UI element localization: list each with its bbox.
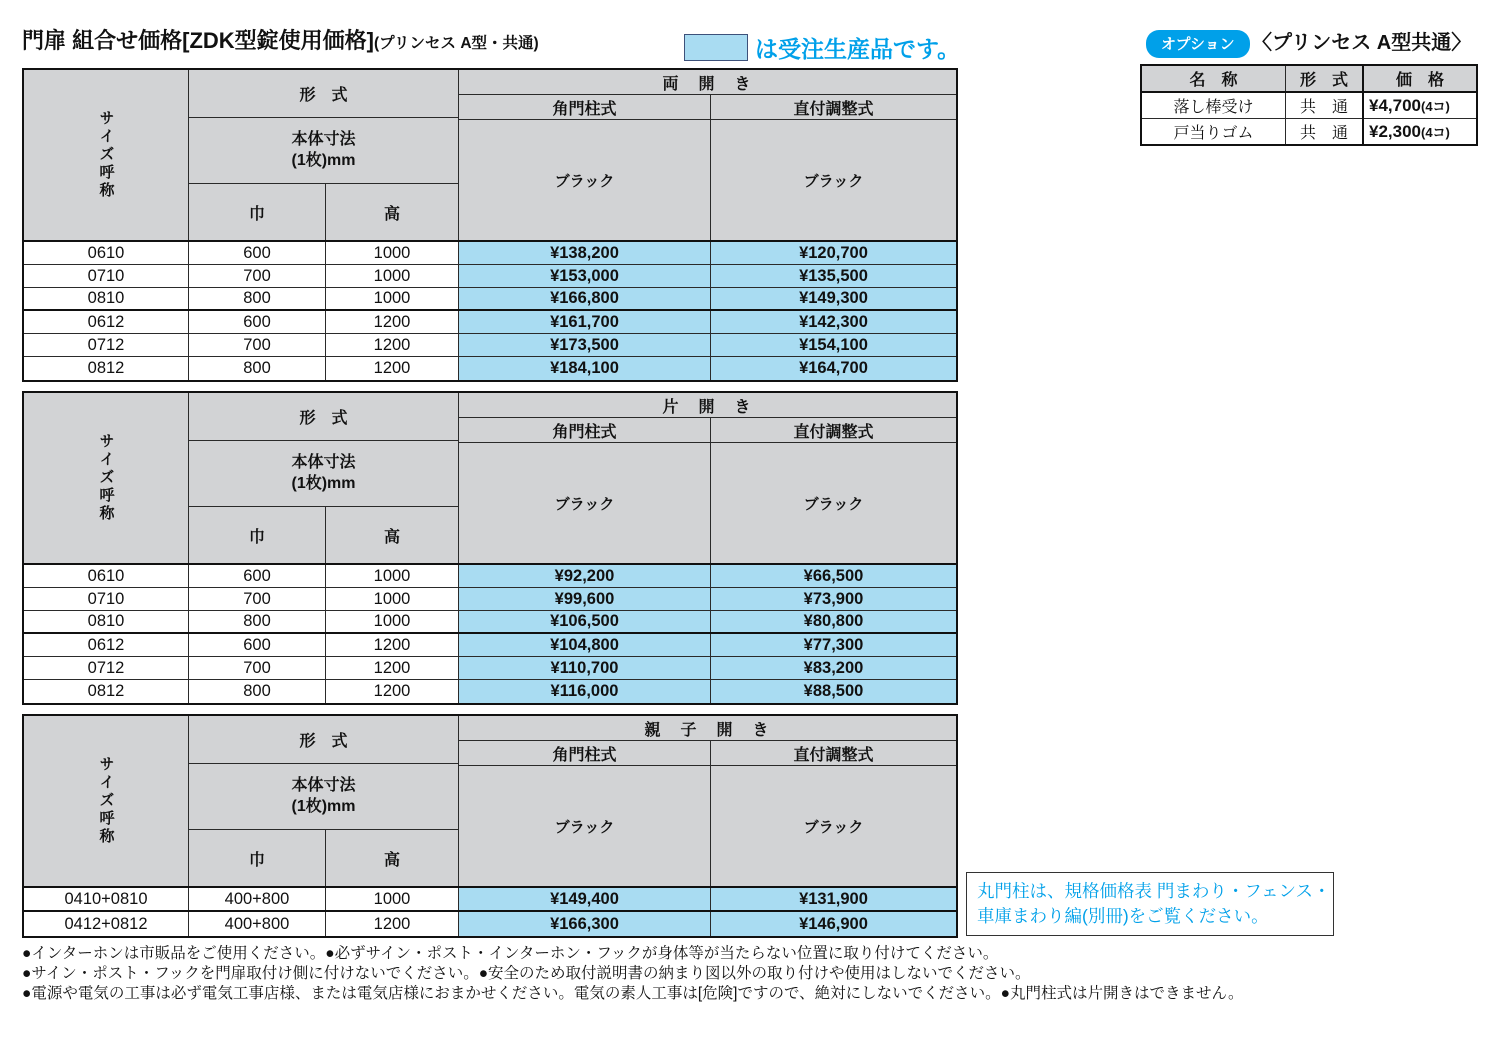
size-cell: 0710 [24,588,189,610]
size-name-label: サイズ呼称 [97,110,115,200]
footnotes [22,944,1243,1004]
option-item-price [1363,119,1477,146]
width-cell: 400+800 [189,912,326,936]
price-direct-mount-cell: ¥149,300 [711,288,956,309]
round-post-note-line: 車庫まわり編(別冊)をご覧ください。 [977,905,1269,926]
color-cell: ブラック [459,443,711,563]
table-body [24,888,956,936]
direct-mount-header: 直付調整式 [793,100,874,118]
body-dimension-header [189,764,458,830]
option-table [1140,64,1478,146]
price-direct-mount-cell: ¥88,500 [711,680,956,703]
price-direct-mount-cell: ¥73,900 [711,588,956,610]
legend-color-swatch [684,34,748,61]
table-header [24,716,956,888]
post-type-header-row [459,418,956,443]
size-name-header-cell [24,716,189,886]
width-cell: 600 [189,311,326,333]
table-row [24,912,956,936]
option-item-type: 共 通 [1286,119,1364,146]
size-cell: 0612 [24,634,189,656]
opening-type-header: 親 子 開 き [459,716,956,741]
color-cell: ブラック [459,766,711,886]
height-cell: 1000 [326,888,459,910]
dimension-header-group [189,393,459,563]
option-row [1141,92,1477,119]
price-direct-mount-cell: ¥83,200 [711,657,956,679]
table-row [24,588,956,611]
body-dimension-label: 本体寸法 [291,453,356,471]
page-title-suffix: (プリンセス A型・共通) [373,35,539,52]
price-table-oyakobiraki [22,714,958,938]
post-type-header-row [459,741,956,766]
table-header [24,70,956,242]
option-price-unit: (4コ) [1421,98,1450,114]
price-corner-post-cell: ¥104,800 [459,634,711,656]
price-direct-mount-cell: ¥80,800 [711,611,956,632]
round-post-note-line: 丸門柱は、規格価格表 門まわり・フェンス・ [977,881,1331,901]
color-header-row [459,443,956,563]
table-row [24,565,956,588]
option-price-value: ¥4,700 [1369,95,1421,115]
price-direct-mount-cell: ¥120,700 [711,242,956,264]
table-row [24,288,956,311]
size-cell: 0810 [24,288,189,309]
width-cell: 600 [189,242,326,264]
price-corner-post-cell: ¥92,200 [459,565,711,587]
price-corner-post-cell: ¥184,100 [459,357,711,380]
option-table-header-row [1141,65,1477,92]
size-cell: 0712 [24,657,189,679]
height-cell: 1200 [326,912,459,936]
size-cell: 0410+0810 [24,888,189,910]
width-cell: 400+800 [189,888,326,910]
price-direct-mount-cell: ¥66,500 [711,565,956,587]
width-cell: 700 [189,657,326,679]
price-corner-post-cell: ¥110,700 [459,657,711,679]
price-corner-post-cell: ¥166,300 [459,912,711,936]
table-row [24,311,956,334]
width-height-header-row [189,830,458,886]
option-col-type: 形 式 [1286,65,1364,92]
price-direct-mount-cell: ¥77,300 [711,634,956,656]
width-cell: 800 [189,288,326,309]
width-cell: 700 [189,334,326,356]
width-cell: 800 [189,680,326,703]
round-post-note [966,872,1334,936]
height-cell: 1000 [326,611,459,632]
color-cell: ブラック [459,120,711,240]
height-header: 高 [383,205,400,223]
price-corner-post-cell: ¥173,500 [459,334,711,356]
table-body [24,565,956,703]
table-row [24,634,956,657]
size-cell: 0610 [24,565,189,587]
color-cell: ブラック [803,495,864,513]
footnote-line: ●電源や電気の工事は必ず電気工事店様、または電気店様におまかせください。電気の素人工事は[危険]ですので、絶対にしないでください。●丸門柱式は片開きはできません。 [22,985,1244,1002]
table-row [24,357,956,380]
color-cell: ブラック [803,818,864,836]
price-corner-post-cell: ¥106,500 [459,611,711,632]
size-name-header-cell [24,70,189,240]
body-dimension-label: 本体寸法 [291,130,356,148]
footnote-line: ●サイン・ポスト・フックを門扉取付け側に付けないでください。●安全のため取付説明書の納まり図以外の取り付けや使用はしないでください。 [22,965,1031,982]
width-cell: 600 [189,634,326,656]
table-row [24,611,956,634]
option-item-type: 共 通 [1286,92,1364,119]
price-direct-mount-cell: ¥154,100 [711,334,956,356]
page-title [22,24,539,55]
size-cell: 0412+0812 [24,912,189,936]
type-header: 形 式 [189,716,458,764]
body-dimension-unit: (1枚)mm [291,151,356,169]
color-header-row [459,120,956,240]
corner-post-header: 角門柱式 [459,741,711,765]
price-direct-mount-cell: ¥164,700 [711,357,956,380]
made-to-order-legend [684,31,960,64]
width-header: 巾 [189,184,326,240]
option-badge: オプション [1146,30,1250,58]
height-cell: 1000 [326,242,459,264]
height-header: 高 [383,851,400,869]
size-cell: 0812 [24,680,189,703]
price-corner-post-cell: ¥116,000 [459,680,711,703]
width-cell: 600 [189,565,326,587]
price-corner-post-cell: ¥149,400 [459,888,711,910]
table-body [24,242,956,380]
table-header [24,393,956,565]
price-columns-header-group [459,70,956,240]
price-direct-mount-cell: ¥131,900 [711,888,956,910]
size-cell: 0612 [24,311,189,333]
size-cell: 0712 [24,334,189,356]
option-price-unit: (4コ) [1421,124,1450,140]
width-header: 巾 [189,830,326,886]
price-table-ryoubiraki [22,68,958,382]
height-header: 高 [383,528,400,546]
option-price-value: ¥2,300 [1369,121,1421,141]
post-type-header-row [459,95,956,120]
width-height-header-row [189,184,458,240]
page-title-main: 門扉 組合せ価格[ZDK型錠使用価格] [22,28,374,53]
legend-label: は受注生産品です。 [755,36,961,62]
height-cell: 1200 [326,357,459,380]
height-cell: 1200 [326,657,459,679]
height-cell: 1200 [326,680,459,703]
price-corner-post-cell: ¥138,200 [459,242,711,264]
table-row [24,265,956,288]
body-dimension-unit: (1枚)mm [291,797,356,815]
footnote-line: ●インターホンは市販品をご使用ください。●必ずサイン・ポスト・インターホン・フックが身体等が当たらない位置に取り付けてください。 [22,945,999,962]
price-columns-header-group [459,393,956,563]
height-cell: 1000 [326,565,459,587]
body-dimension-header [189,118,458,184]
size-cell: 0810 [24,611,189,632]
body-dimension-header [189,441,458,507]
width-height-header-row [189,507,458,563]
height-cell: 1200 [326,634,459,656]
height-cell: 1000 [326,288,459,309]
size-name-header-cell [24,393,189,563]
table-row [24,242,956,265]
option-col-name: 名 称 [1141,65,1286,92]
price-corner-post-cell: ¥99,600 [459,588,711,610]
price-direct-mount-cell: ¥146,900 [711,912,956,936]
table-row [24,888,956,912]
size-name-label: サイズ呼称 [97,756,115,846]
color-header-row [459,766,956,886]
body-dimension-unit: (1枚)mm [291,474,356,492]
size-cell: 0812 [24,357,189,380]
price-columns-header-group [459,716,956,886]
price-corner-post-cell: ¥161,700 [459,311,711,333]
option-col-price: 価 格 [1363,65,1477,92]
direct-mount-header: 直付調整式 [793,423,874,441]
type-header: 形 式 [189,70,458,118]
option-item-price [1363,92,1477,119]
option-heading: 〈プリンセス A型共通〉 [1252,32,1472,54]
height-cell: 1200 [326,311,459,333]
corner-post-header: 角門柱式 [459,418,711,442]
body-dimension-label: 本体寸法 [291,776,356,794]
width-header: 巾 [189,507,326,563]
price-direct-mount-cell: ¥142,300 [711,311,956,333]
opening-type-header: 両 開 き [459,70,956,95]
price-table-katabiraki [22,391,958,705]
height-cell: 1000 [326,265,459,287]
width-cell: 700 [189,588,326,610]
size-cell: 0710 [24,265,189,287]
size-name-label: サイズ呼称 [97,433,115,523]
option-item-name: 落し棒受け [1141,92,1286,119]
size-cell: 0610 [24,242,189,264]
dimension-header-group [189,70,459,240]
option-item-name: 戸当りゴム [1141,119,1286,146]
price-corner-post-cell: ¥166,800 [459,288,711,309]
price-direct-mount-cell: ¥135,500 [711,265,956,287]
table-row [24,680,956,703]
height-cell: 1000 [326,588,459,610]
color-cell: ブラック [803,172,864,190]
dimension-header-group [189,716,459,886]
opening-type-header: 片 開 き [459,393,956,418]
corner-post-header: 角門柱式 [459,95,711,119]
table-row [24,657,956,680]
width-cell: 800 [189,611,326,632]
option-row [1141,119,1477,146]
price-corner-post-cell: ¥153,000 [459,265,711,287]
height-cell: 1200 [326,334,459,356]
width-cell: 800 [189,357,326,380]
table-row [24,334,956,357]
type-header: 形 式 [189,393,458,441]
direct-mount-header: 直付調整式 [793,746,874,764]
width-cell: 700 [189,265,326,287]
